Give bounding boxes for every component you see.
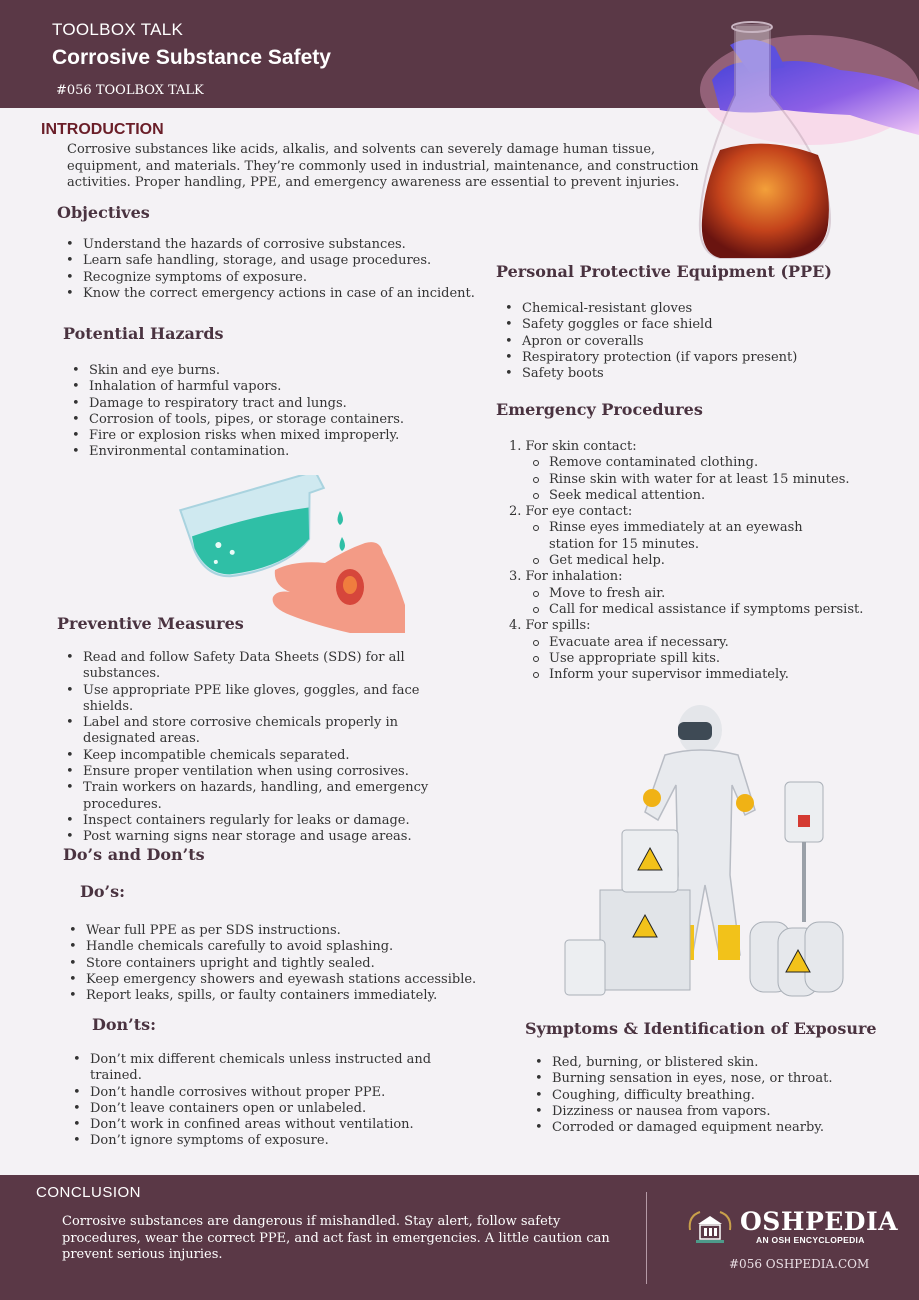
- emergency-steps: [509, 439, 869, 683]
- list-item: • Apron or coveralls: [502, 334, 862, 350]
- list-item: • Recognize symptoms of exposure.: [63, 270, 483, 286]
- introduction-heading: INTRODUCTION: [41, 121, 164, 138]
- list-item: • Store containers upright and tightly sealed.: [66, 956, 486, 972]
- list-item: • Ensure proper ventilation when using corrosives.: [63, 764, 473, 780]
- list-item: • Handle chemicals carefully to avoid splashing.: [66, 939, 486, 955]
- list-item: • Understand the hazards of corrosive substances.: [63, 237, 483, 253]
- ppe-heading: Personal Protective Equipment (PPE): [496, 262, 832, 281]
- emergency-substep: Get medical help.: [509, 553, 869, 569]
- header-kicker: TOOLBOX TALK: [52, 20, 184, 39]
- emergency-step: [509, 504, 869, 569]
- list-item: • Wear full PPE as per SDS instructions.: [66, 923, 486, 939]
- list-item: • Burning sensation in eyes, nose, or throat.: [532, 1071, 882, 1087]
- page-title: Corrosive Substance Safety: [52, 46, 331, 69]
- list-item: • Skin and eye burns.: [69, 363, 469, 379]
- list-item: • Safety goggles or face shield: [502, 317, 862, 333]
- list-item: • Don’t ignore symptoms of exposure.: [70, 1133, 435, 1149]
- dosdonts-heading: Do’s and Don’ts: [63, 845, 205, 864]
- list-item: • Respiratory protection (if vapors present): [502, 350, 862, 366]
- list-item: • Don’t handle corrosives without proper PPE.: [70, 1085, 435, 1101]
- introduction-line: equipment, and materials. They’re commonly used in industrial, maintenance, and construction: [67, 158, 699, 174]
- list-item: • Coughing, difficulty breathing.: [532, 1088, 882, 1104]
- introduction-line: Corrosive substances like acids, alkalis, and solvents can severely damage human tissue,: [67, 142, 656, 157]
- list-item: • Train workers on hazards, handling, and emergency procedures.: [63, 780, 473, 813]
- list-item: • Know the correct emergency actions in case of an incident.: [63, 286, 483, 302]
- list-item: • Don’t mix different chemicals unless instructed and trained.: [70, 1052, 435, 1085]
- emergency-step-label: 3. For inhalation:: [509, 569, 623, 585]
- emergency-step: [509, 618, 869, 683]
- list-item: • Safety boots: [502, 366, 862, 382]
- emergency-heading: Emergency Procedures: [496, 400, 703, 419]
- emergency-step-label: 2. For eye contact:: [509, 504, 633, 520]
- brand-tagline: AN OSH ENCYCLOPEDIA: [756, 1235, 865, 1245]
- list-item: • Read and follow Safety Data Sheets (SDS) for all substances.: [63, 650, 473, 683]
- footer-divider: [646, 1192, 647, 1284]
- emergency-substep: Evacuate area if necessary.: [509, 635, 869, 651]
- preventive-list: [63, 650, 473, 846]
- hazards-heading: Potential Hazards: [63, 324, 224, 343]
- emergency-substep: Inform your supervisor immediately.: [509, 667, 869, 683]
- list-item: • Damage to respiratory tract and lungs.: [69, 396, 469, 412]
- emergency-substep: Seek medical attention.: [509, 488, 869, 504]
- hazmat-worker-illustration: [560, 700, 850, 1000]
- list-item: • Keep emergency showers and eyewash stations accessible.: [66, 972, 486, 988]
- preventive-heading: Preventive Measures: [57, 614, 244, 633]
- emergency-substep: Use appropriate spill kits.: [509, 651, 869, 667]
- symptoms-heading: Symptoms & Identification of Exposure: [525, 1019, 877, 1038]
- emergency-step-label: 1. For skin contact:: [509, 439, 637, 454]
- dos-list: [66, 923, 486, 1004]
- list-item: • Dizziness or nausea from vapors.: [532, 1104, 882, 1120]
- emergency-substep: Rinse skin with water for at least 15 minutes.: [509, 472, 869, 488]
- emergency-step-label: 4. For spills:: [509, 618, 591, 634]
- list-item: • Inhalation of harmful vapors.: [69, 379, 469, 395]
- list-item: • Red, burning, or blistered skin.: [532, 1055, 882, 1071]
- brand-url: #056 OSHPEDIA.COM: [729, 1257, 870, 1271]
- symptoms-list: [532, 1055, 882, 1136]
- emergency-step: [509, 569, 869, 618]
- list-item: • Don’t leave containers open or unlabeled.: [70, 1101, 435, 1117]
- conclusion-heading: CONCLUSION: [36, 1184, 142, 1201]
- emergency-substep: Move to fresh air.: [509, 586, 869, 602]
- list-item: • Corrosion of tools, pipes, or storage containers.: [69, 412, 469, 428]
- flask-glove-illustration: [690, 15, 919, 265]
- emergency-substep: Call for medical assistance if symptoms persist.: [509, 602, 869, 618]
- list-item: • Chemical-resistant gloves: [502, 301, 862, 317]
- brand-name: OSHPEDIA: [740, 1207, 899, 1236]
- emergency-step: [509, 439, 869, 504]
- list-item: • Don’t work in confined areas without ventilation.: [70, 1117, 435, 1133]
- dos-heading: Do’s:: [80, 882, 126, 901]
- list-item: • Fire or explosion risks when mixed improperly.: [69, 428, 469, 444]
- list-item: • Label and store corrosive chemicals properly in designated areas.: [63, 715, 473, 748]
- introduction-text: [67, 142, 707, 192]
- list-item: • Corroded or damaged equipment nearby.: [532, 1120, 882, 1136]
- conclusion-text: Corrosive substances are dangerous if mishandled. Stay alert, follow safety procedures, wear the correct PPE, and act fast in emergencies. A little caution can prevent serious injuries.: [62, 1214, 610, 1262]
- beaker-pouring-on-hand-illustration: [175, 475, 410, 635]
- introduction-line: activities. Proper handling, PPE, and emergency awareness are essential to prevent injuries.: [67, 175, 680, 190]
- list-item: • Inspect containers regularly for leaks or damage.: [63, 813, 473, 829]
- list-item: • Learn safe handling, storage, and usage procedures.: [63, 253, 483, 269]
- objectives-list: [63, 237, 483, 302]
- objectives-heading: Objectives: [57, 203, 150, 222]
- donts-list: [70, 1052, 435, 1150]
- emergency-substep: Rinse eyes immediately at an eyewash station for 15 minutes.: [509, 520, 849, 553]
- donts-heading: Don’ts:: [92, 1015, 157, 1034]
- building-logo-icon: [686, 1208, 734, 1248]
- emergency-substep: Remove contaminated clothing.: [509, 455, 869, 471]
- list-item: • Environmental contamination.: [69, 444, 469, 460]
- hazards-list: [69, 363, 469, 461]
- ppe-list: [502, 301, 862, 382]
- list-item: • Post warning signs near storage and usage areas.: [63, 829, 473, 845]
- list-item: • Report leaks, spills, or faulty containers immediately.: [66, 988, 486, 1004]
- list-item: • Keep incompatible chemicals separated.: [63, 748, 473, 764]
- list-item: • Use appropriate PPE like gloves, goggles, and face shields.: [63, 683, 473, 716]
- talk-number: #056 TOOLBOX TALK: [56, 83, 204, 98]
